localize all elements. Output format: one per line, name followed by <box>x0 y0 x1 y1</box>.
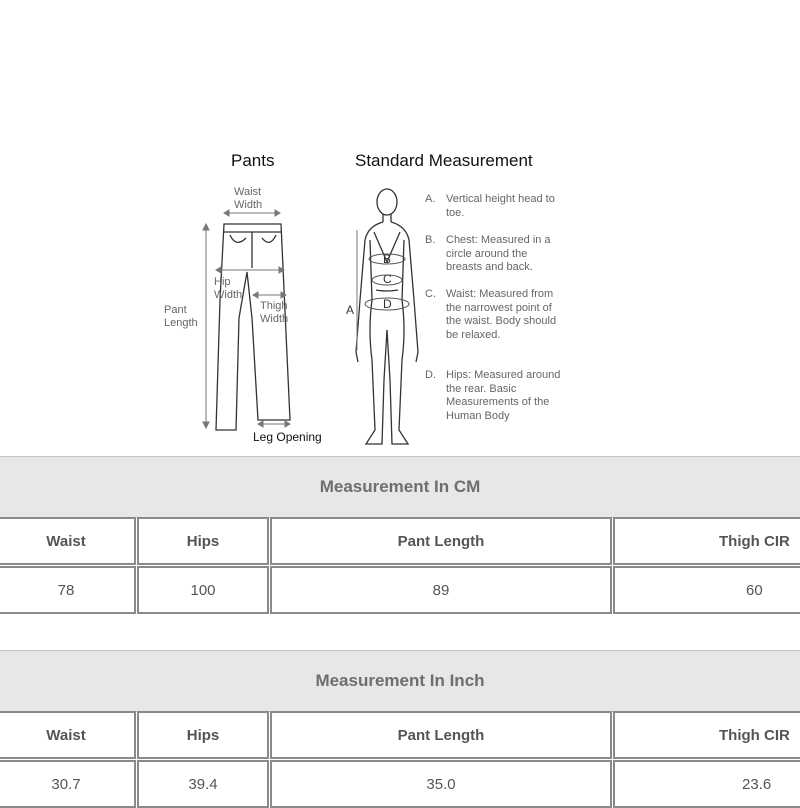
note-d-text: Hips: Measured around the rear. Basic Measurements of the Human Body <box>446 369 561 422</box>
pant-length-arrow-icon <box>203 224 209 428</box>
waist-width-label: Waist Width <box>234 186 263 211</box>
hip-width-label: Hip Width <box>214 276 243 301</box>
leg-opening-arrow-icon <box>258 421 290 427</box>
letter-a: A <box>346 303 355 317</box>
letter-c: C <box>383 272 392 286</box>
note-b-letter: B. <box>425 234 436 246</box>
pants-title: Pants <box>231 151 275 170</box>
inch-value-thigh-cir: 23.6 <box>613 760 800 808</box>
inch-header-hips: Hips <box>137 711 269 759</box>
pants-outline-icon <box>216 224 290 430</box>
inch-header-thigh-cir: Thigh CIR <box>613 711 800 759</box>
inch-header-pant-length: Pant Length <box>270 711 612 759</box>
note-a-text: Vertical height head to toe. <box>446 193 555 219</box>
letter-b: B <box>383 252 392 266</box>
inch-value-pant-length: 35.0 <box>270 760 612 808</box>
note-b-text: Chest: Measured in a circle around the breasts and back. <box>446 234 551 273</box>
leg-opening-label: Leg Opening <box>253 430 322 444</box>
cm-header-pant-length: Pant Length <box>270 517 612 565</box>
note-c-text: Waist: Measured from the narrowest point of the waist. Body should be relaxed. <box>446 288 557 341</box>
table-cm-title: Measurement In CM <box>0 456 800 518</box>
letter-d: D <box>383 297 392 311</box>
cm-value-pant-length: 89 <box>270 566 612 614</box>
note-c-letter: C. <box>425 288 436 300</box>
pant-length-label: Pant Length <box>164 304 198 329</box>
standard-measurement-title: Standard Measurement <box>355 151 533 170</box>
cm-value-thigh-cir: 60 <box>613 566 800 614</box>
table-inch-title: Measurement In Inch <box>0 650 800 712</box>
human-figure-icon <box>356 189 418 444</box>
thigh-width-arrow-icon <box>253 292 286 298</box>
cm-value-waist: 78 <box>0 566 136 614</box>
cm-header-waist: Waist <box>0 517 136 565</box>
inch-value-waist: 30.7 <box>0 760 136 808</box>
cm-header-hips: Hips <box>137 517 269 565</box>
thigh-width-label: Thigh Width <box>260 300 289 325</box>
cm-header-thigh-cir: Thigh CIR <box>613 517 800 565</box>
inch-header-waist: Waist <box>0 711 136 759</box>
inch-value-hips: 39.4 <box>137 760 269 808</box>
note-d-letter: D. <box>425 369 436 381</box>
cm-value-hips: 100 <box>137 566 269 614</box>
note-a-letter: A. <box>425 193 436 205</box>
hip-width-arrow-icon <box>216 267 284 273</box>
